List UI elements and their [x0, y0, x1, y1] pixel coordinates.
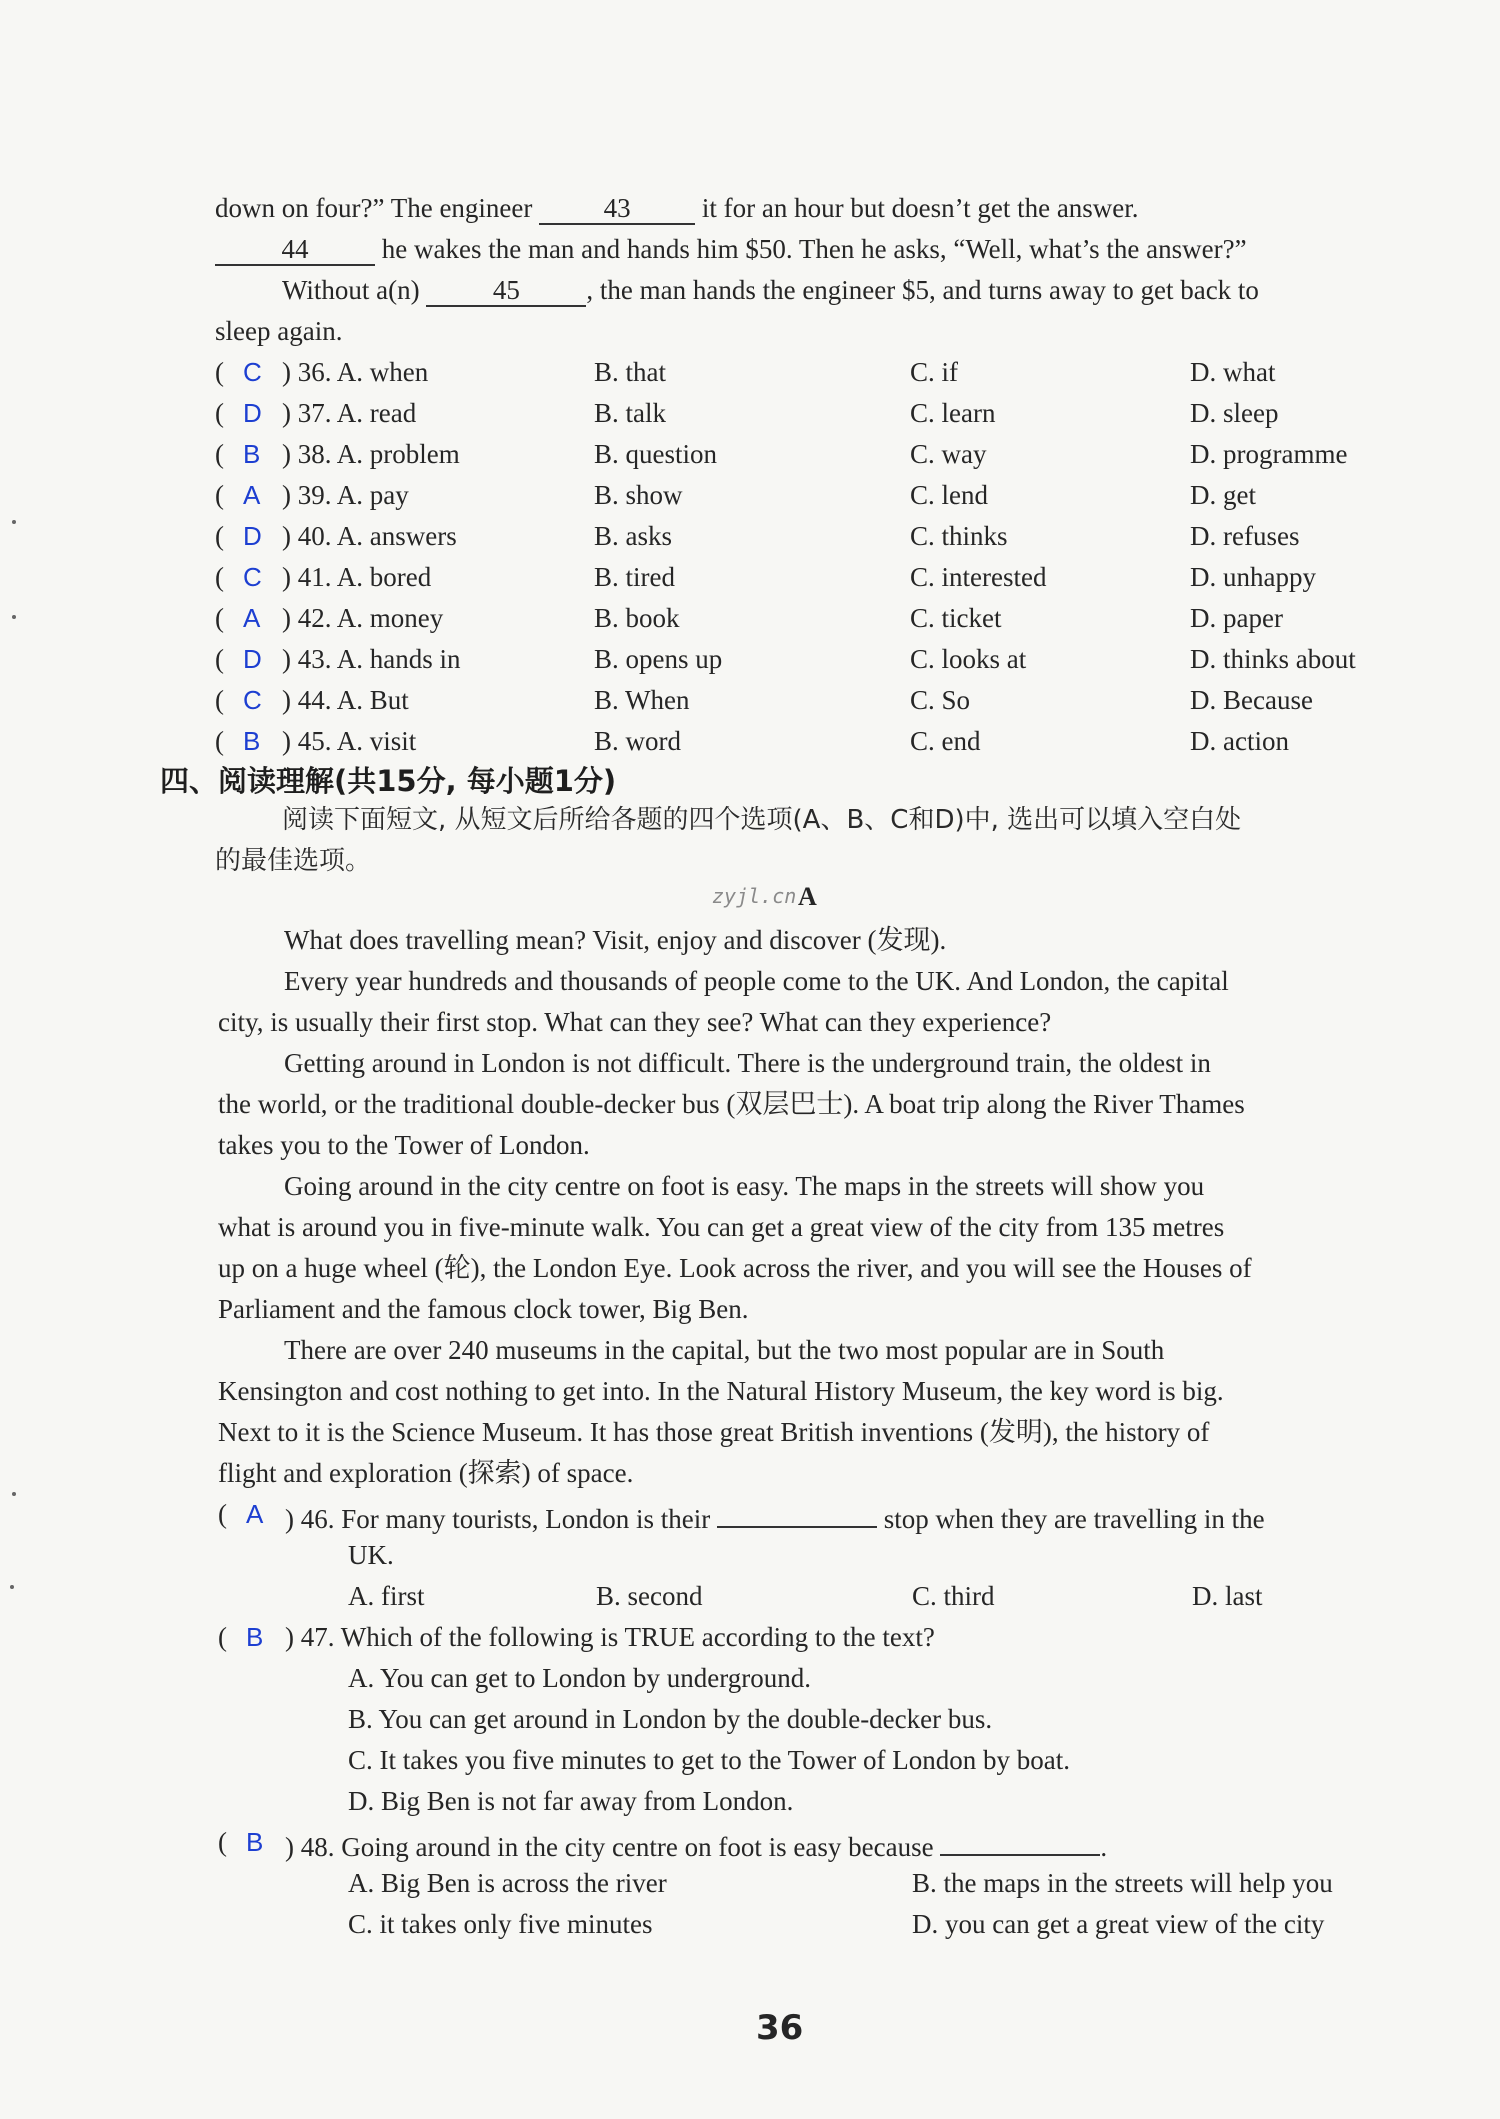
passage-line: Going around in the city centre on foot is easy. The maps in the streets will show you: [284, 1171, 1205, 1201]
answer-42: A: [243, 603, 261, 633]
answer-37: D: [243, 398, 262, 428]
answer-45: B: [243, 726, 261, 756]
option-c: C. it takes only five minutes: [348, 1909, 653, 1939]
scan-speck: [12, 615, 16, 619]
option-b: B. the maps in the streets will help you: [912, 1868, 1333, 1898]
answer-41: C: [243, 562, 262, 592]
q47-option-c: C. It takes you five minutes to get to the Tower of London by boat.: [348, 1745, 1070, 1775]
intro-line-1: down on four?” The engineer 43 it for an hour but doesn’t get the answer.: [215, 193, 1139, 223]
passage-line: takes you to the Tower of London.: [218, 1130, 590, 1160]
passage-line: what is around you in five-minute walk. You can get a great view of the city from 135 metres: [218, 1212, 1225, 1242]
blank-45: 45: [426, 275, 586, 307]
intro-line-3: Without a(n) 45 , the man hands the engineer $5, and turns away to get back to: [282, 275, 1259, 305]
section-heading: 四、阅读理解(共15分, 每小题1分): [160, 764, 617, 798]
scan-speck: [12, 1492, 16, 1496]
blank-44: 44: [215, 234, 375, 266]
passage-line: Parliament and the famous clock tower, Big Ben.: [218, 1294, 749, 1324]
intro-line-4: sleep again.: [215, 316, 343, 346]
blank-48: [940, 1824, 1100, 1856]
answer-43: D: [243, 644, 262, 674]
instructions-line-1: 阅读下面短文, 从短文后所给各题的四个选项(A、B、C和D)中, 选出可以填入空白处: [282, 805, 1242, 835]
scan-speck: [10, 1585, 14, 1589]
q47-option-a: A. You can get to London by underground.: [348, 1663, 811, 1693]
option-d: D. last: [1192, 1581, 1263, 1611]
passage-line: city, is usually their first stop. What can they see? What can they experience?: [218, 1007, 1052, 1037]
q47-option-d: D. Big Ben is not far away from London.: [348, 1786, 794, 1816]
passage-line: up on a huge wheel (轮), the London Eye. Look across the river, and you will see the Houses of: [218, 1253, 1252, 1283]
passage-line: What does travelling mean? Visit, enjoy and discover (发现).: [284, 925, 947, 955]
blank-46: [717, 1496, 877, 1528]
passage-line: the world, or the traditional double-decker bus (双层巴士). A boat trip along the River Thames: [218, 1089, 1245, 1119]
passage-line: Getting around in London is not difficult. There is the underground train, the oldest in: [284, 1048, 1211, 1078]
blank-43: 43: [539, 193, 695, 225]
workbook-page: down on four?” The engineer 43 it for an hour but doesn’t get the answer. 44 he wakes the man and hands him $50. Then he asks, “Well, what’s the answer?” Without a(n) 45 , the man hands the engineer $5, and turns away to get back to sleep again. ( C ) 36. A. when B. that C. if D. what ( D ) 37. A. read B. talk C. learn D. sleep ( B ) 38. A. problem B. question C. way D. programme ( A ) 39. A. pay B. show C. lend D. get ( D ) 40. A. answers B. asks C. thinks D. refuses ( C ) 41. A. bored B. tired C. interested D. unhappy ( A ) 42. A. money B. book C. ticket D. paper ( D ) 43. A. hands in B. opens up C. looks at D. thinks about ( C ) 44. A. But B. When C. So D. Because ( B ) 45. A. visit B. word C. end D. action 四、阅读理解(共15分, 每小题1分) 阅读下面短文, 从短文后所给各题的四个选项(A、B、C和D)中, 选出可以填入空白处 的最佳选项。 zyjl.cn A What does travelling mean? Visit, enjoy and discover (发现). Every year hundreds and thousands of people come to the UK. And London, the capital city, is usually their first stop. What can they see? What can they experience? Getting around in London is not difficult. There is the underground train, the oldest in the world, or the traditional double-decker bus (双层巴士). A boat trip along the River Thames takes you to the Tower of London. Going around in the city centre on foot is easy. The maps in the streets will show you what is around you in five-minute walk. You can get a great view of the city from 135 metres up on a huge wheel (轮), the London Eye. Look across the river, and you will see the Houses of Parliament and the famous clock tower, Big Ben. There are over 240 museums in the capital, but the two most popular are in South Kensington and cost nothing to get into. In the Natural History Museum, the key word is big. Next to it is the Science Museum. It has those great British inventions (发明), the history of flight and exploration (探索) of space. ( A ) 46. For many tourists, London is their stop when they are travelling in the UK. A. first B. second C. third D. last ( B ) 47. Which of the following is TRUE according to the text? A. You can get to London by underground. B. You can get around in London by the double-decker bus. C. It takes you five minutes to get to the Tower of London by boat. D. Big Ben is not far away from London. ( B ) 48. Going around in the city centre on foot is easy because . A. Big Ben is across the river B. the maps in the streets will help you C. it takes only five minutes D. you can get a great view of the city 36: [0, 0, 1500, 2119]
answer-48: B: [246, 1827, 264, 1857]
answer-44: C: [243, 685, 262, 715]
passage-label: A: [798, 882, 817, 911]
answer-38: B: [243, 439, 261, 469]
instructions-line-2: 的最佳选项。: [215, 846, 372, 876]
answer-47: B: [246, 1622, 264, 1652]
passage-line: flight and exploration (探索) of space.: [218, 1458, 634, 1488]
watermark: zyjl.cn: [712, 884, 797, 908]
question-46-stem-cont: UK.: [348, 1540, 394, 1570]
intro-line-2: 44 he wakes the man and hands him $50. Then he asks, “Well, what’s the answer?”: [215, 231, 1247, 267]
answer-40: D: [243, 521, 262, 551]
passage-line: Next to it is the Science Museum. It has those great British inventions (发明), the history of: [218, 1417, 1210, 1447]
answer-36: C: [243, 357, 262, 387]
page-number: 36: [756, 2008, 804, 2048]
option-c: C. third: [912, 1581, 995, 1611]
option-b: B. second: [596, 1581, 703, 1611]
passage-line: Every year hundreds and thousands of people come to the UK. And London, the capital: [284, 966, 1229, 996]
answer-39: A: [243, 480, 261, 510]
answer-46: A: [246, 1499, 264, 1529]
passage-line: There are over 240 museums in the capital, but the two most popular are in South: [284, 1335, 1165, 1365]
q47-option-b: B. You can get around in London by the double-decker bus.: [348, 1704, 993, 1734]
scan-speck: [12, 520, 16, 524]
option-a: A. Big Ben is across the river: [348, 1868, 667, 1898]
option-a: A. first: [348, 1581, 425, 1611]
passage-line: Kensington and cost nothing to get into. In the Natural History Museum, the key word is big.: [218, 1376, 1224, 1406]
option-d: D. you can get a great view of the city: [912, 1909, 1325, 1939]
